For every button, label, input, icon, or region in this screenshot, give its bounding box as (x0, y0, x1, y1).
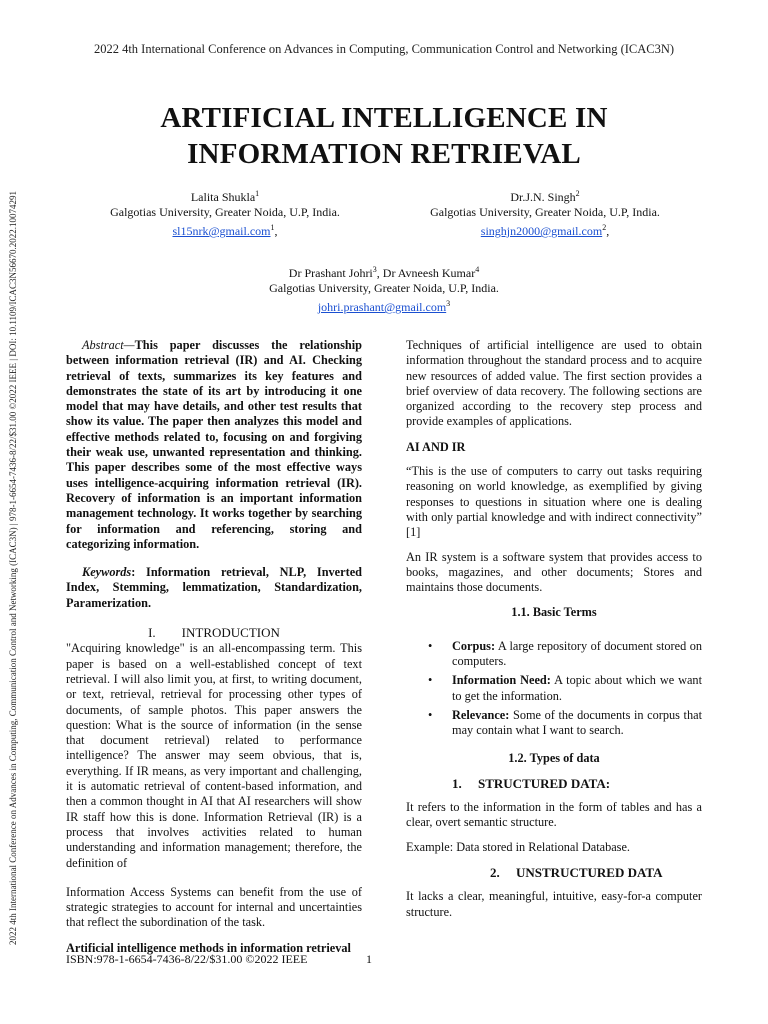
author-2-email-sup: 2 (602, 223, 607, 232)
title-line-1: ARTIFICIAL INTELLIGENCE IN (160, 102, 608, 134)
keywords (66, 565, 362, 611)
ir-system-paragraph: An IR system is a software system that provides access to books, magazines, and other documents; Stores and maintains those documents. (406, 549, 702, 595)
basic-terms-heading: 1.1. Basic Terms (511, 605, 597, 620)
term-label: Information Need: (452, 673, 551, 688)
ai-ir-heading: AI AND IR (406, 439, 466, 454)
author-4-name: , Dr Avneesh Kumar (376, 266, 476, 280)
author-2-suffix: , (606, 224, 610, 238)
author-1-suffix: , (274, 224, 278, 238)
term-text: Some of the documents in corpus that may contain what I want to search. (452, 707, 702, 738)
bullet-icon: • (428, 638, 433, 653)
author-3-affiliation: Galgotias University, Greater Noida, U.P, India. (269, 281, 499, 295)
conference-header: 2022 4th International Conference on Advances in Computing, Communication Control and Networking (ICAC3N) (93, 42, 675, 56)
techniques-paragraph: Techniques of artificial intelligence are used to obtain information throughout the standard process and to acquire new resources of added value. The first section provides a brief overview of data recovery. The following sections are organized according to the recovery step process and provide examples of applications. (406, 338, 702, 429)
author-2-email[interactable]: singhjn2000@gmail.com (480, 224, 603, 238)
structured-data-heading: 1. STRUCTURED DATA: (452, 775, 611, 791)
structured-data-paragraph: It refers to the information in the form of tables and has a clear, overt semantic structure. (406, 800, 702, 830)
author-2-affiliation: Galgotias University, Greater Noida, U.P, India. (430, 205, 660, 219)
abstract-text: This paper discusses the relationship between information retrieval (IR) and AI. Checking retrieval of texts, summarizes its key features and demonstrates the state of its art by introducing it one model that may have details, and other test results that show its value. The paper then analyzes this model and effective methods related to, focusing on and forgiving their weak use, unwanted representation and thinking. This paper describes some of the most effective ways uses intelligence-acquiring information retrieval (IR). Recovery of information is an important information management technology. It works together by searching for information and referencing, storing and categorizing information. (66, 338, 362, 551)
ai-methods-heading: Artificial intelligence methods in information retrieval (66, 940, 351, 955)
author-3-name: Dr Prashant Johri (288, 266, 373, 280)
term-label: Corpus: (452, 638, 496, 653)
title-line-2: INFORMATION RETRIEVAL (187, 138, 581, 170)
author-block-3 (200, 262, 568, 315)
types-of-data-heading: 1.2. Types of data (508, 750, 600, 765)
author-block-1 (60, 186, 390, 239)
author-3-email-sup: 3 (446, 299, 451, 308)
author-3-email[interactable]: johri.prashant@gmail.com (317, 300, 447, 314)
keywords-colon: : (131, 565, 136, 580)
term-text: A large repository of document stored on computers. (452, 638, 702, 669)
intro-paragraph-2: Information Access Systems can benefit from the use of strategic strategies to account for internal and uncertainties that reflect the subordination of the task. (66, 884, 362, 930)
paper-title (60, 100, 708, 172)
term-text: A topic about which we want to get the information. (452, 673, 702, 703)
unstructured-data-paragraph: It lacks a clear, meaningful, intuitive, easy-for-a computer structure. (406, 889, 702, 919)
author-2-name: Dr.J.N. Singh (510, 190, 576, 204)
page-number: 1 (366, 952, 372, 966)
definition-quote: “This is the use of computers to carry out tasks requiring reasoning on world knowledge, as exemplified by giving responses to questions in situation where one is dealing with only partial knowledge and with indirect connectivity” [1] (406, 464, 702, 540)
keywords-label: Keywords (82, 565, 132, 580)
bullet-icon: • (428, 673, 433, 688)
author-1-sup: 1 (255, 189, 260, 198)
basic-terms-list (406, 639, 702, 739)
author-1-name: Lalita Shukla (190, 190, 256, 204)
list-item (406, 673, 702, 704)
author-block-2 (380, 186, 710, 239)
abstract-label: Abstract— (82, 338, 135, 352)
footer-isbn: ISBN:978-1-6654-7436-8/22/$31.00 ©2022 IEEE (66, 952, 308, 966)
left-column (66, 338, 362, 956)
list-item (406, 708, 702, 739)
author-1-affiliation: Galgotias University, Greater Noida, U.P, India. (110, 205, 340, 219)
author-1-email[interactable]: sl15nrk@gmail.com (172, 224, 271, 238)
list-item (406, 639, 702, 670)
author-2-sup: 2 (575, 189, 580, 198)
term-label: Relevance: (452, 707, 510, 722)
bullet-icon: • (428, 707, 433, 722)
author-1-email-sup: 1 (270, 223, 275, 232)
intro-heading: I. INTRODUCTION (148, 625, 280, 641)
author-4-sup: 4 (475, 265, 480, 274)
author-3-sup: 3 (372, 265, 377, 274)
intro-paragraph-1: "Acquiring knowledge" is an all-encompassing term. This paper is based on a well-established concept of text retrieval. I will also limit you, at first, to writing document, or text, retrieval, retrieval for processing other types of documents, of sample photos. This paper answers the question: What is the source of information (in the sense that document retrieval) related to performance intelligence? The answer may seem obvious, that is, everything. If IR means, as very important and challenging, it is automatic retrieval of content-based information, and then a common thought in AI that AI researchers will show IR staff how this is done. Information Retrieval (IR) is a process that involves activities related to human understanding and information management; therefore, the definition of (66, 641, 362, 870)
right-column (406, 338, 702, 920)
example-text: Example: Data stored in Relational Database. (406, 839, 630, 854)
unstructured-data-heading: 2. UNSTRUCTURED DATA (490, 865, 663, 881)
side-doi-strip: 2022 4th International Conference on Advances in Computing, Communication Control and Networking (ICAC3N) | 978-1-6654-7436-8/22/$31.00 ©2022 IEEE | DOI: 10.1109/ICAC3N56670.2022.10074291 (8, 190, 18, 945)
keywords-text: Information retrieval, NLP, Inverted Index, Stemming, lemmatization, Standardization, Paramerization. (66, 565, 362, 610)
abstract (66, 338, 362, 552)
